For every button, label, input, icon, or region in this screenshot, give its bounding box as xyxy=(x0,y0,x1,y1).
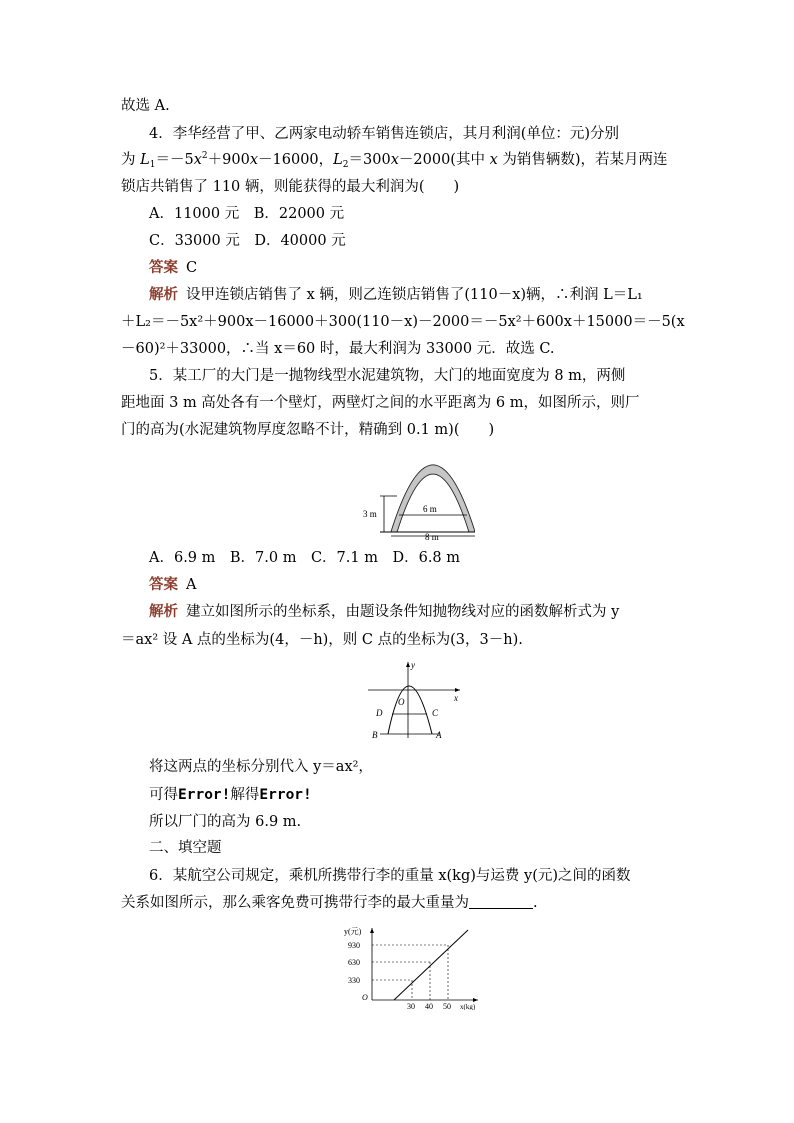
answer-label: 答案 xyxy=(149,259,178,276)
q4-answer: 答案 C xyxy=(149,259,198,276)
q6-line-1: 6．某航空公司规定，乘机所携带行李的重量 x(kg)与运费 y(元)之间的函数 xyxy=(149,868,631,884)
origin-label: O xyxy=(398,697,405,707)
q5-analysis-5: 所以厂门的高为 6.9 m. xyxy=(149,814,302,830)
y-tick-930: 930 xyxy=(348,941,360,950)
x-tick-40: 40 xyxy=(425,1002,433,1010)
q4-analysis-1: 解析 设甲连锁店销售了 x 辆，则乙连锁店销售了(110－x)辆，∴利润 L＝L₁ xyxy=(149,286,643,303)
x-tick-30: 30 xyxy=(407,1002,415,1010)
x-axis-arrow xyxy=(473,998,478,1002)
q4-line-1: 4．李华经营了甲、乙两家电动轿车销售连锁店，其月利润(单位：元)分别 xyxy=(149,126,620,142)
point-c-label: C xyxy=(432,708,439,718)
answer-label: 答案 xyxy=(149,576,178,593)
section-heading: 二、填空题 xyxy=(149,840,222,856)
q4-options-cd: C．33000 元 D．40000 元 xyxy=(149,233,346,249)
gate-concrete-band xyxy=(391,465,475,532)
x-tick-50: 50 xyxy=(443,1002,451,1010)
q4-options-ab: A．11000 元 B．22000 元 xyxy=(149,206,345,222)
gate-inner-arc xyxy=(397,474,469,532)
q5-line-2: 距地面 3 m 高处各有一个壁灯，两壁灯之间的水平距离为 6 m，如图所示，则厂 xyxy=(121,395,640,411)
q5-line-1: 5．某工厂的大门是一抛物线型水泥建筑物，大门的地面宽度为 8 m，两侧 xyxy=(149,368,626,384)
q4-line-3: 锁店共销售了 110 辆，则能获得的最大利润为( ) xyxy=(121,179,460,195)
q5-options: A．6.9 m B．7.0 m C．7.1 m D．6.8 m xyxy=(149,550,461,566)
parabola xyxy=(388,686,432,734)
analysis-label: 解析 xyxy=(149,603,178,620)
q6-line-2: 关系如图所示，那么乘客免费可携带行李的最大重量为 . xyxy=(121,895,538,911)
x-axis-label: x(kg) xyxy=(460,1003,476,1010)
x-label: x xyxy=(454,693,458,703)
answer-blank[interactable] xyxy=(469,894,533,909)
lamp-distance-label: 6 m xyxy=(423,504,437,514)
y-axis-arrow xyxy=(370,928,374,933)
point-a-label: A xyxy=(436,730,442,740)
q5-analysis-4: 可得Error!解得Error! xyxy=(149,787,312,803)
q4-line-2: 为 $L_1=-5x^2+900x-16000$，$L_2=300x-2000$(其中 x 为销售辆数)，若某月两连 xyxy=(121,151,668,170)
y-axis-arrow xyxy=(406,662,410,667)
analysis-label: 解析 xyxy=(149,286,178,303)
gate-diagram xyxy=(355,448,475,540)
q5-analysis-2: ＝ax² 设 A 点的坐标为(4，－h)，则 C 点的坐标为(3，3－h). xyxy=(121,632,523,648)
point-b-label: B xyxy=(372,730,378,740)
q4-analysis-3: －60)²＋33000，∴当 x＝60 时，最大利润为 33000 元．故选 C. xyxy=(121,341,555,357)
origin-label: O xyxy=(362,993,368,1002)
coordinate-diagram xyxy=(364,658,464,740)
point-d-label: D xyxy=(376,708,383,718)
q4-analysis-2: ＋L₂＝－5x²＋900x－16000＋300(110－x)－2000＝－5x²＋600x＋15000＝－5(x xyxy=(121,314,685,330)
y-tick-330: 330 xyxy=(348,976,360,985)
q5-analysis-3: 将这两点的坐标分别代入 y＝ax²， xyxy=(149,759,373,775)
q5-analysis-1: 解析 建立如图所示的坐标系，由题设条件知抛物线对应的函数解析式为 y xyxy=(149,603,620,620)
y-tick-630: 630 xyxy=(348,958,360,967)
fee-line xyxy=(394,930,468,1000)
y-label: y xyxy=(411,660,415,670)
q5-line-3: 门的高为(水泥建筑物厚度忽略不计，精确到 0.1 m)( ) xyxy=(121,422,495,438)
luggage-fee-chart xyxy=(342,924,482,1010)
height-label: 3 m xyxy=(363,509,377,519)
previous-answer-tail: 故选 A. xyxy=(121,98,170,114)
y-axis-label: y(元) xyxy=(344,927,362,936)
q5-answer: 答案 A xyxy=(149,576,197,593)
x-axis-arrow xyxy=(455,688,460,692)
base-width-label: 8 m xyxy=(425,532,439,540)
